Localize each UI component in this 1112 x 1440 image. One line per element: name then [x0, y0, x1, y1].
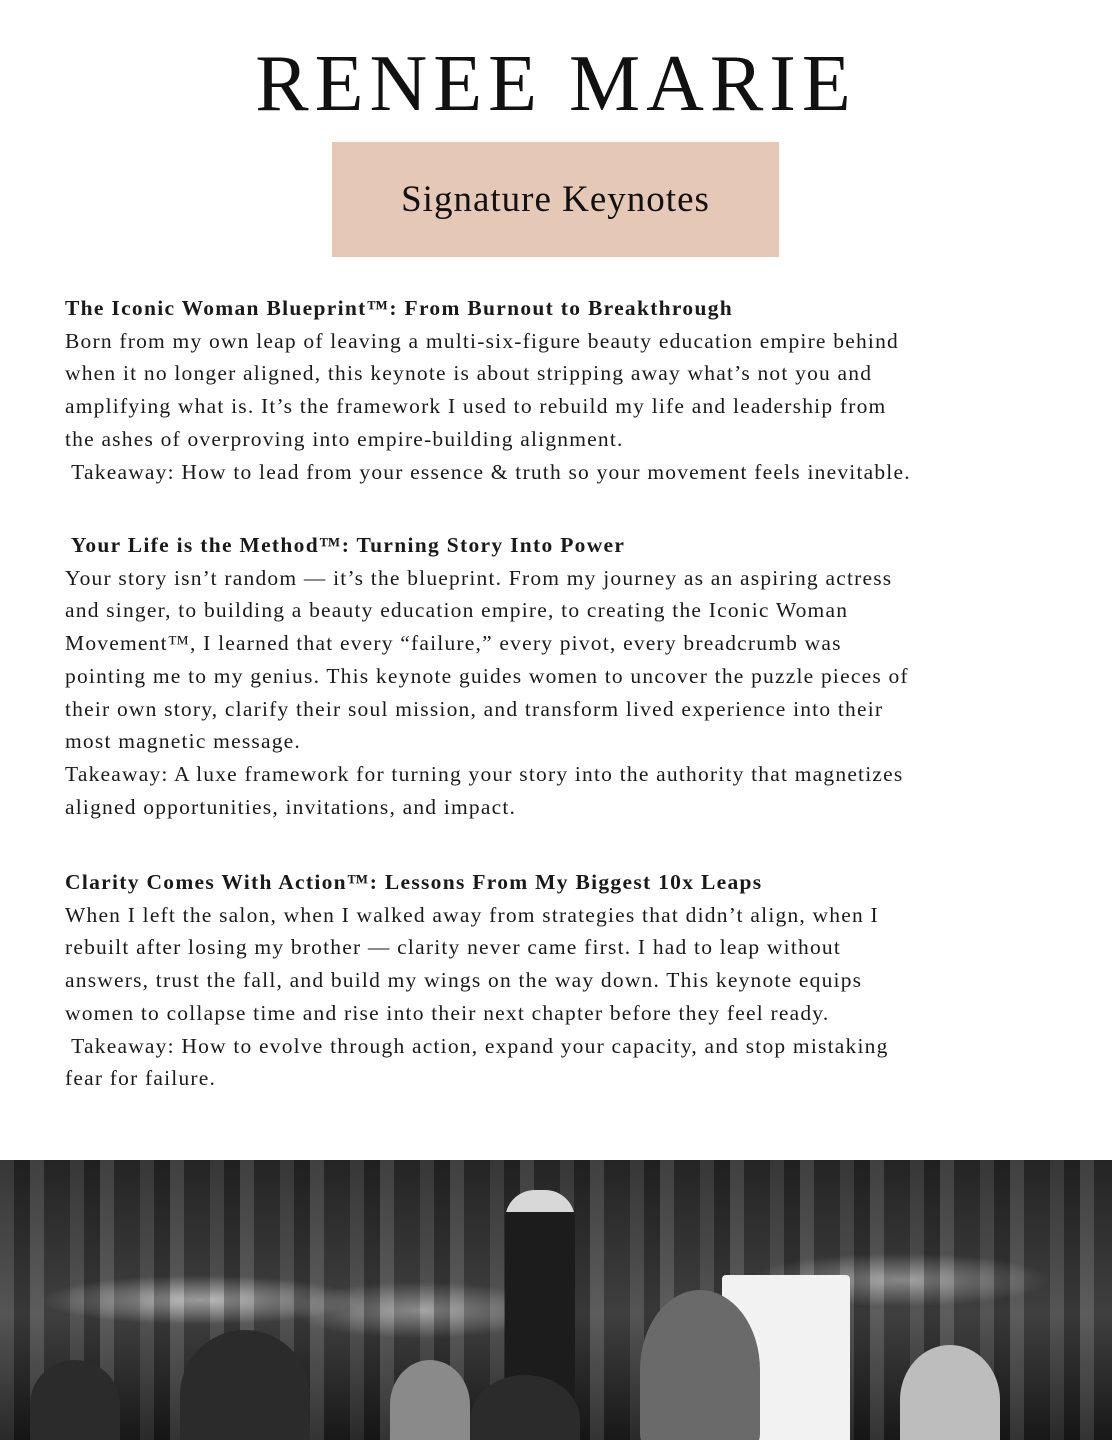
keynote-text-line: pointing me to my genius. This keynote guides women to uncover the puzzle pieces of: [65, 663, 909, 688]
keynote-takeaway: Takeaway: How to evolve through action, expand your capacity, and stop mistaking: [65, 1033, 889, 1058]
keynote-section: [65, 529, 1065, 823]
keynote-text-line: answers, trust the fall, and build my wings on the way down. This keynote equips: [65, 968, 863, 993]
keynote-text-line: Your story isn’t random — it’s the blueprint. From my journey as an aspiring actress: [65, 565, 893, 590]
keynote-title: Clarity Comes With Action™: Lessons From My Biggest 10x Leaps: [65, 870, 763, 894]
keynote-text-line: the ashes of overproving into empire-building alignment.: [65, 426, 624, 451]
keynote-takeaway: Takeaway: How to lead from your essence & truth so your movement feels inevitable.: [65, 459, 911, 484]
stage-photo: [0, 1160, 1112, 1440]
keynote-takeaway: aligned opportunities, invitations, and impact.: [65, 794, 517, 819]
keynote-text-line: Movement™, I learned that every “failure,” every pivot, every breadcrumb was: [65, 631, 842, 656]
keynote-text-line: amplifying what is. It’s the framework I used to rebuild my life and leadership from: [65, 394, 887, 419]
page-title: RENEE MARIE: [255, 40, 857, 128]
keynote-section: [65, 292, 1065, 488]
keynote-text-line: when it no longer aligned, this keynote is about stripping away what’s not you and: [65, 361, 873, 386]
audience-member: [640, 1290, 760, 1440]
keynote-text-line: women to collapse time and rise into their next chapter before they feel ready.: [65, 1000, 830, 1025]
audience-member: [390, 1360, 470, 1440]
keynote-text-line: Born from my own leap of leaving a multi-six-figure beauty education empire behind: [65, 328, 899, 353]
audience-member: [30, 1360, 120, 1440]
audience-member: [900, 1345, 1000, 1440]
keynote-title: Your Life is the Method™: Turning Story Into Power: [65, 533, 626, 557]
audience-member: [180, 1330, 310, 1440]
keynote-section: [65, 866, 1065, 1095]
keynote-text-line: and singer, to building a beauty education empire, to creating the Iconic Woman: [65, 598, 849, 623]
keynote-text-line: their own story, clarify their soul mission, and transform lived experience into their: [65, 696, 884, 721]
keynote-text-line: rebuilt after losing my brother — clarity never came first. I had to leap without: [65, 935, 842, 960]
keynote-text-line: most magnetic message.: [65, 729, 301, 754]
keynote-takeaway: fear for failure.: [65, 1066, 217, 1091]
keynote-takeaway: Takeaway: A luxe framework for turning your story into the authority that magnetizes: [65, 761, 904, 786]
section-title: Signature Keynotes: [401, 179, 710, 220]
keynote-title: The Iconic Woman Blueprint™: From Burnout to Breakthrough: [65, 296, 734, 320]
keynote-text-line: When I left the salon, when I walked away from strategies that didn’t align, when I: [65, 902, 879, 927]
section-badge: [332, 142, 779, 257]
